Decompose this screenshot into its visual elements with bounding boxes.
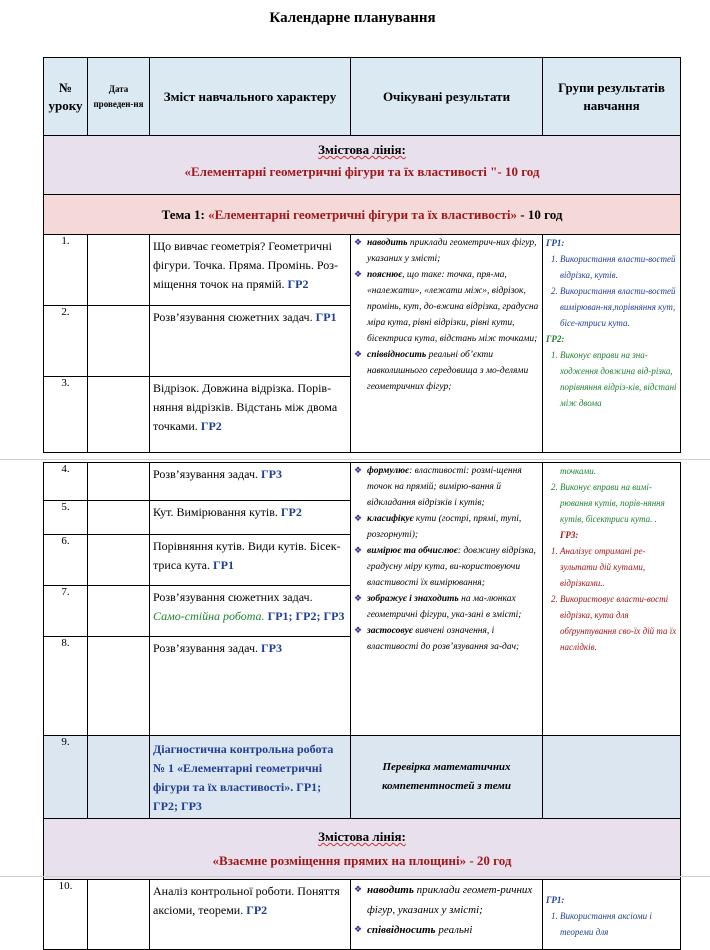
lesson-topic-control-work: Діагностична контрольна робота № 1 «Елементарні геометричні фігури та їх властивості». ГР1; ГР2; ГР3 — [150, 736, 351, 819]
content-line-1-label: Змістова лінія: — [318, 142, 406, 157]
page-break — [0, 459, 710, 460]
topic-1-suffix: - 10 год — [517, 206, 563, 222]
lesson-date — [88, 377, 150, 453]
lesson-date — [88, 880, 150, 950]
header-content: Зміст навчального характеру — [150, 58, 351, 136]
group-item: 1. Виконує вправи на зна-ходження довжина від-різка, порівняння відріз-ків, відстані між двома — [560, 347, 677, 411]
group-item: 2. Виконує вправи на вимі-рювання кутів, порів-няння кутів, бісектриси кута. . — [560, 479, 677, 527]
lesson-date — [88, 586, 150, 637]
content-line-1-name: «Елементарні геометричні фігури та їх властивості "- 10 год — [184, 164, 540, 179]
group-item: 2. Використовує власти-вості відрізка, кута для обґрунтування сво-їх дій та їх наслідків. — [560, 591, 677, 655]
group-item: 1. Використання власти-востей відрізка, кутів. — [560, 251, 677, 283]
lesson-date — [88, 306, 150, 377]
lesson-number: 9. — [44, 736, 88, 819]
lesson-topic: Відрізок. Довжина відрізка. Порів-няння відрізків. Відстань між двома точками. ГР2 — [150, 377, 351, 453]
content-line-2-name: «Взаємне розміщення прямих на площині» - 20 год — [212, 853, 512, 868]
lesson-date — [88, 463, 150, 501]
lesson-number: 3. — [44, 377, 88, 453]
header-num: № уроку — [44, 58, 88, 136]
lesson-topic: Розв’язування сюжетних задач. ГР1 — [150, 306, 351, 377]
result-item: ❖ застосовує вивчені означення, і властивості до розв’язування за-дач; — [367, 623, 539, 655]
result-item: ❖ пояснює, що таке: точка, пря-ма, «належати», «лежати між», відрізок, промінь, кут, до-вжина відрізка, градусна міра кута, рівні відрізки, рівні кути, бісектриса кута, відстань між точками; — [367, 267, 539, 347]
result-item: ❖ формулює: властивості: розмі-щення точок на прямій; вимірю-вання й відкладання відрізків і кутів; — [367, 463, 539, 511]
result-item: ❖ наводить приклади геометрич-них фігур, указаних у змісті; — [367, 235, 539, 267]
lesson-date — [88, 637, 150, 736]
lesson-topic: Розв’язування сюжетних задач. Само-стійна робота. ГР1; ГР2; ГР3 — [150, 586, 351, 637]
group-item: 1. Аналізує отримані ре-зультати дій кутами, відрізками.. — [560, 543, 677, 591]
result-item: ❖ співвідносить реальні — [367, 920, 539, 940]
lesson-topic: Розв’язування задач. ГР3 — [150, 463, 351, 501]
topic-1-name: «Елементарні геометричні фігури та їх властивості» — [208, 206, 518, 222]
lesson-number: 10. — [44, 880, 88, 950]
content-line-2 — [44, 819, 681, 880]
lesson-topic: Порівняння кутів. Види кутів. Бісек-триса кута. ГР1 — [150, 535, 351, 586]
page-break — [0, 876, 710, 877]
page-title: Календарне планування — [269, 10, 436, 26]
content-line-1 — [44, 136, 681, 195]
lesson-number: 8. — [44, 637, 88, 736]
lesson-number: 6. — [44, 535, 88, 586]
control-work-groups — [543, 736, 681, 819]
lesson-date — [88, 535, 150, 586]
header-groups: Групи результатів навчання — [543, 58, 681, 136]
lesson-date — [88, 736, 150, 819]
learning-groups-1: ГР1: 1. Використання власти-востей відрізка, кутів. 2. Використання власти-востей вимірюван-ня,порівняння кут, бісе-ктриси кута. ГР2: 1. Виконує вправи на зна-ходження довжина від-різка, порівняння відріз-ків, відстані між двома — [543, 235, 681, 453]
control-work-result: Перевірка математичних компетентностей з теми — [351, 736, 543, 819]
topic-1-prefix: Тема 1: — [161, 206, 209, 222]
result-item: ❖ вимірює та обчислює: довжину відрізка, градусну міру кута, ви-користовуючи властивості їх вимірювання; — [367, 543, 539, 591]
lesson-date — [88, 501, 150, 535]
header-date: Дата проведен-ня — [88, 58, 150, 136]
lesson-number: 2. — [44, 306, 88, 377]
header-results: Очікувані результати — [351, 58, 543, 136]
lesson-number: 7. — [44, 586, 88, 637]
lesson-number: 1. — [44, 235, 88, 306]
lesson-topic: Що вивчає геометрія? Геометричні фігури. Точка. Пряма. Промінь. Роз-міщення точок на прямій. ГР2 — [150, 235, 351, 306]
lesson-topic: Аналіз контрольної роботи. Поняття аксіоми, теореми. ГР2 — [150, 880, 351, 950]
result-item: ❖ співвідносить реальні об’єкти навколишнього середовища з мо-делями геометричних фігур; — [367, 347, 539, 395]
lesson-topic: Розв’язування задач. ГР3 — [150, 637, 351, 736]
topic-1 — [44, 195, 681, 235]
result-item: ❖ наводить приклади геомет-ричних фігур, указаних у змісті; — [367, 880, 539, 920]
learning-groups-3: ГР1: 1. Використання аксіоми і теореми для — [543, 880, 681, 950]
plan-table-page3 — [43, 879, 681, 950]
lesson-number: 5. — [44, 501, 88, 535]
content-line-2-label: Змістова лінія: — [318, 829, 406, 844]
result-item: ❖ класифікує кути (гострі, прямі, тупі, розгорнуті); — [367, 511, 539, 543]
expected-results-1 — [351, 235, 543, 453]
lesson-date — [88, 235, 150, 306]
plan-table-page2 — [43, 462, 681, 880]
expected-results-3 — [351, 880, 543, 950]
plan-table-page1 — [43, 57, 681, 453]
group-item: 2. Використання власти-востей вимірюван-ня,порівняння кут, бісе-ктриси кута. — [560, 283, 677, 331]
lesson-topic: Кут. Вимірювання кутів. ГР2 — [150, 501, 351, 535]
expected-results-2 — [351, 463, 543, 736]
result-item: ❖ зображує і знаходить на ма-люнках геометричні фігури, ука-зані в змісті; — [367, 591, 539, 623]
group-item: 1. Використання аксіоми і теореми для — [560, 908, 677, 940]
lesson-number: 4. — [44, 463, 88, 501]
learning-groups-2: точками. 2. Виконує вправи на вимі-рювання кутів, порів-няння кутів, бісектриси кута. . ГР3: 1. Аналізує отримані ре-зультати дій кутами, відрізками.. 2. Використовує власти-вості відрізка, кута для обґрунтування сво-їх дій та їх наслідків. — [543, 463, 681, 736]
